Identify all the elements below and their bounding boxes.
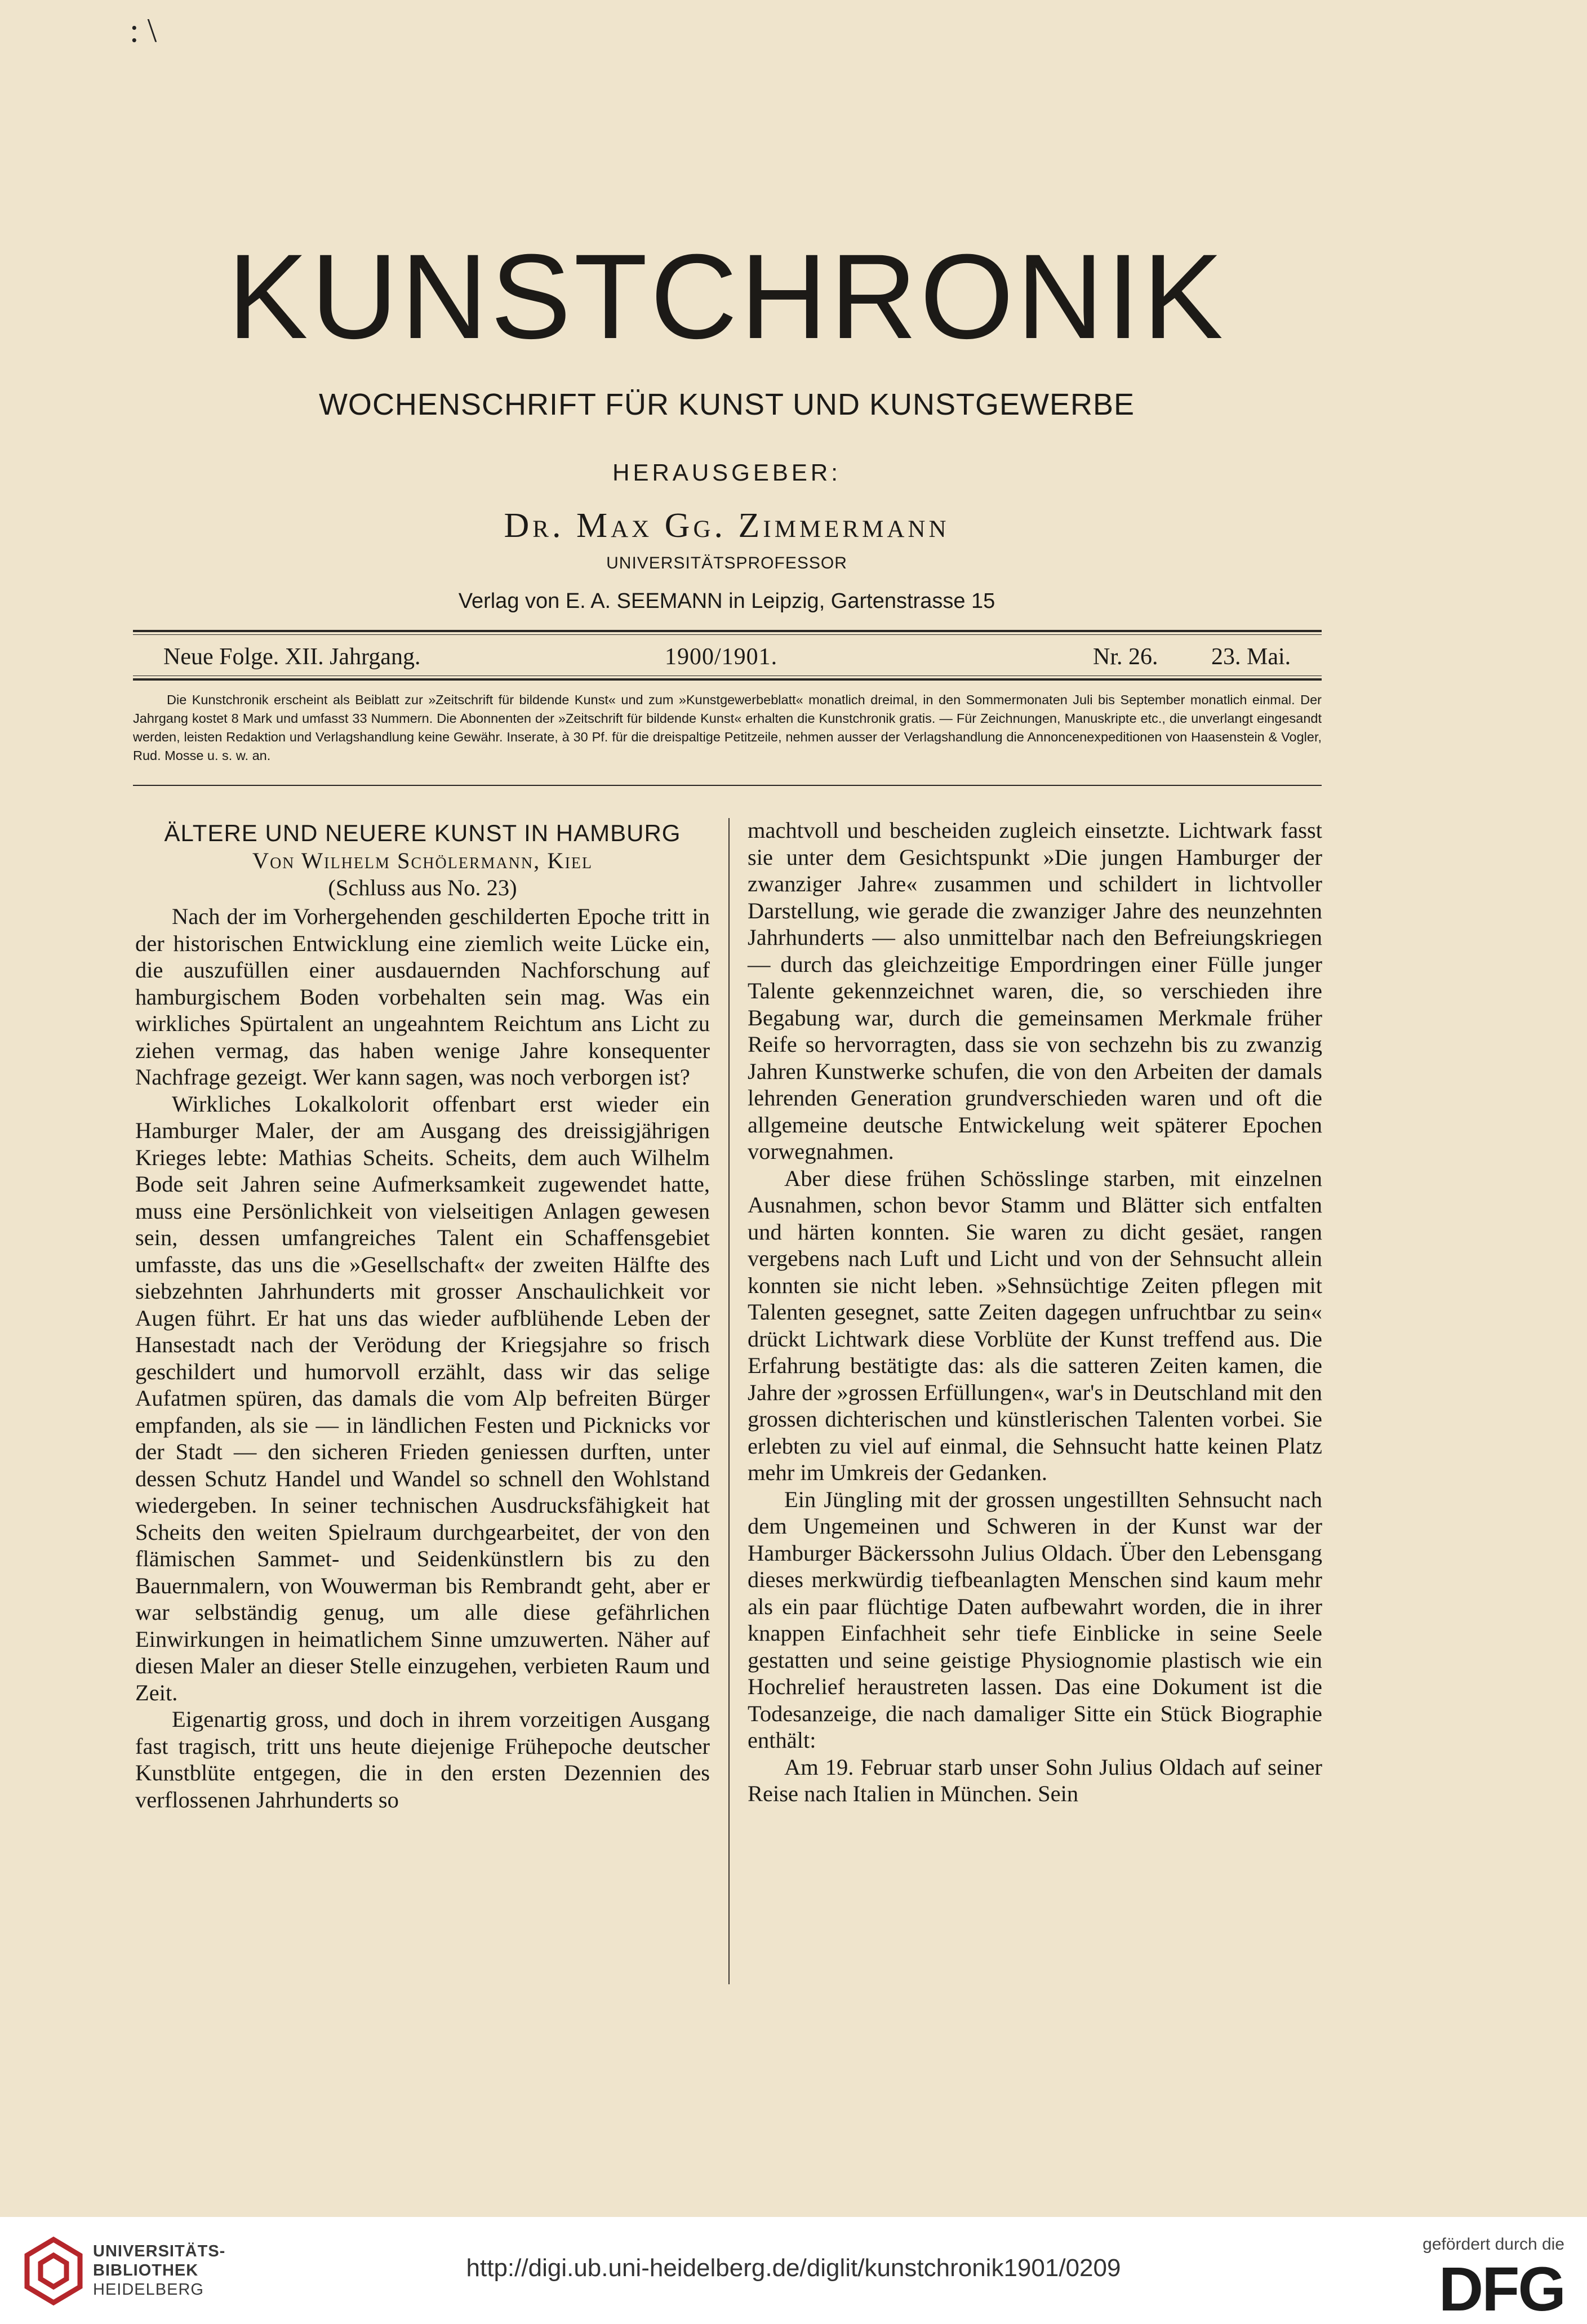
issue-number: Nr. 26. [1093,644,1158,670]
paragraph: Aber diese frühen Schösslinge starben, mit einzelnen Ausnahmen, schon bevor Stamm und Blätter sich entfalten und härten konnten. Sie waren zu dicht gesäet, rangen vergebens nach Luft und Licht und von der Sehnsucht allein konnten sie nicht leben. »Sehnsüchtige Zeiten pflegen mit Talenten gesegnet, satte Zeiten dagegen unfruchtbar zu sein« drückt Lichtwark diese Vorblüte der Kunst treffend aus. Die Erfahrung bestätigte das: als die satteren Zeiten kamen, die Jahre der »grossen Erfüllungen«, war's in Deutschland mit den grossen dichterischen und künstlerischen Talenten vorbei. Sie erlebten zu viel auf einmal, die Sehnsucht hatte keinen Platz mehr im Umkreis der Gedanken. [748,1165,1322,1485]
source-url-link[interactable]: http://digi.ub.uni-heidelberg.de/diglit/kunstchronik1901/0209 [466,2254,1121,2282]
article-column-left [135,817,710,1813]
library-name-line: BIBLIOTHEK [93,2261,199,2279]
funded-by-label: gefördert durch die [1422,2235,1564,2254]
article-title: ÄLTERE UND NEUERE KUNST IN HAMBURG [164,820,681,846]
article-byline: Von Wilhelm Schölermann, Kiel [252,848,593,873]
notice-text: Die Kunstchronik erscheint als Beiblatt zur »Zeitschrift für bildende Kunst« und zum »Kunstgewerbeblatt« monatlich dreimal, in den Sommermonaten Juli bis September monatlich einmal. Der Jahrgang kostet 8 Mark und umfasst 33 Nummern. Die Abonnenten der »Zeitschrift für bildende Kunst« erhalten die Kunstchronik gratis. — Für Zeichnungen, Manuskripte etc., die unverlangt eingesandt werden, leisten Redaktion und Verlagshandlung keine Gewähr. Inserate, à 30 Pf. für die dreispaltige Petitzeile, nehmen ausser der Verlagshandlung die Annoncenexpeditionen von Haasenstein & Vogler, Rud. Mosse u. s. w. an. [133,692,1322,763]
divider-rule [133,785,1322,786]
divider-rule [133,634,1322,635]
paragraph: machtvoll und bescheiden zugleich einsetzte. Lichtwark fasst sie unter dem Gesichtspunkt »Die jungen Hamburger der zwanziger Jahre« zusammen und schildert in lichtvoller Darstellung, wie gerade die zwanziger Jahre des neunzehnten Jahrhunderts — also unmittelbar nach den Befreiungskriegen — durch das gleichzeitige Empordringen einer Fülle junger Talente gekennzeichnet waren, die, so verschieden ihre Begabung war, durch die gemeinsamen Merkmale früher Reife so hervorragten, dass sie von sechzehn bis zu zwanzig Jahren Kunstwerke schufen, die von den Arbeiten der damals lehrenden Generation grundverschieden waren und oft die allgemeine deutsche Entwickelung weit späterer Epochen vorwegnahmen. [748,817,1322,1164]
article-column-right [748,817,1322,1807]
library-name-line: HEIDELBERG [93,2281,204,2299]
dfg-logo: DFG [1438,2255,1564,2324]
masthead-subtitle: WOCHENSCHRIFT FÜR KUNST UND KUNSTGEWERBE [318,388,1135,421]
column-divider [728,818,730,1984]
editor-name: Dr. Max Gg. Zimmermann [504,506,950,545]
paragraph: Nach der im Vorhergehenden geschilderten Epoche tritt in der historischen Entwicklung eine ziemlich weite Lücke ein, die auszufüllen einer ausdauernden Nachforschung auf hamburgischem Boden vorbehalten sein mag. Was ein wirkliches Spürtalent an ungeahntem Reichtum ans Licht zu ziehen vermag, das haben wenige Jahre konsequenter Nachfrage gezeigt. Wer kann sagen, was noch verborgen ist? [135,904,710,1090]
library-name-line: UNIVERSITÄTS- [93,2242,226,2260]
paragraph: Wirkliches Lokalkolorit offenbart erst wieder ein Hamburger Maler, der am Ausgang des dreissigjährigen Krieges lebte: Mathias Scheits. Scheits, dem auch Wilhelm Bode seit Jahren seine Aufmerksamkeit zugewendet hatte, muss eine Persönlichkeit von vielseitigen Anlagen gewesen sein, dessen umfangreiches Talent ein Schaffensgebiet umfasste, das uns die »Gesellschaft« der zweiten Hälfte des siebzehnten Jahrhunderts mit grosser Anschaulichkeit vor Augen führt. Er hat uns das wieder aufblühende Leben der Hansestadt nach der Verödung der Kriegsjahre so frisch geschildert und humorvoll erzählt, dass wir das selige Aufatmen spüren, das damals die vom Alp befreiten Bürger empfanden, als sie — in ländlichen Festen und Picknicks vor der Stadt — den sicheren Frieden geniessen durften, unter dessen Schutz Handel und Wandel so schnell den Wohlstand wiedergeben. In seiner technischen Ausdrucksfähigkeit hat Scheits den weiten Spielraum durchgearbeitet, der von den flämischen Sammet- und Seidenkünstlern bis zu den Bauernmalern, von Wouwerman bis Rembrandt geht, aber er war selbständig genug, um alle diese gefährlichen Einwirkungen in heimatlichem Sinne umzuwerten. Näher auf diesen Maler an dieser Stelle einzugehen, verbieten Raum und Zeit. [135,1091,710,1705]
issue-years: 1900/1901. [665,644,778,670]
editor-title: UNIVERSITÄTSPROFESSOR [606,554,847,572]
publisher-line: Verlag von E. A. SEEMANN in Leipzig, Gartenstrasse 15 [458,589,995,613]
divider-rule [133,678,1322,681]
editor-label: HERAUSGEBER: [612,459,841,486]
corner-marks: : \ [130,12,157,49]
subscription-notice [133,691,1322,765]
issue-date: 23. Mai. [1211,644,1291,670]
article-continuation: (Schluss aus No. 23) [328,874,517,900]
digitization-footer [0,2217,1587,2324]
paragraph: Am 19. Februar starb unser Sohn Julius Oldach auf seiner Reise nach Italien in München. Sein [748,1754,1322,1806]
issue-series: Neue Folge. XII. Jahrgang. [163,644,421,670]
paragraph: Eigenartig gross, und doch in ihrem vorzeitigen Ausgang fast tragisch, tritt uns heute diejenige Frühepoche deutscher Kunstblüte entgegen, die in den ersten Dezennien des verflossenen Jahrhunderts so [135,1707,710,1812]
paragraph: Ein Jüngling mit der grossen ungestillten Sehnsucht nach dem Ungemeinen und Schweren in der Kunst war der Hamburger Bäckerssohn Julius Oldach. Über den Lebensgang dieses merkwürdig tiefbeanlagten Menschen sind kaum mehr als ein paar flüchtige Daten aufbewahrt worden, die in ihrer knappen Einfachheit sehr tiefe Einblicke in seine Seele gestatten und seine geistige Physiognomie plastisch wie ein Hochrelief heraustreten lassen. Das eine Dokument ist die Todesanzeige, die nach damaliger Sitte ein Stück Biographie enthält: [748,1486,1322,1753]
masthead-title: KUNSTCHRONIK [227,229,1226,364]
divider-rule [133,630,1322,632]
